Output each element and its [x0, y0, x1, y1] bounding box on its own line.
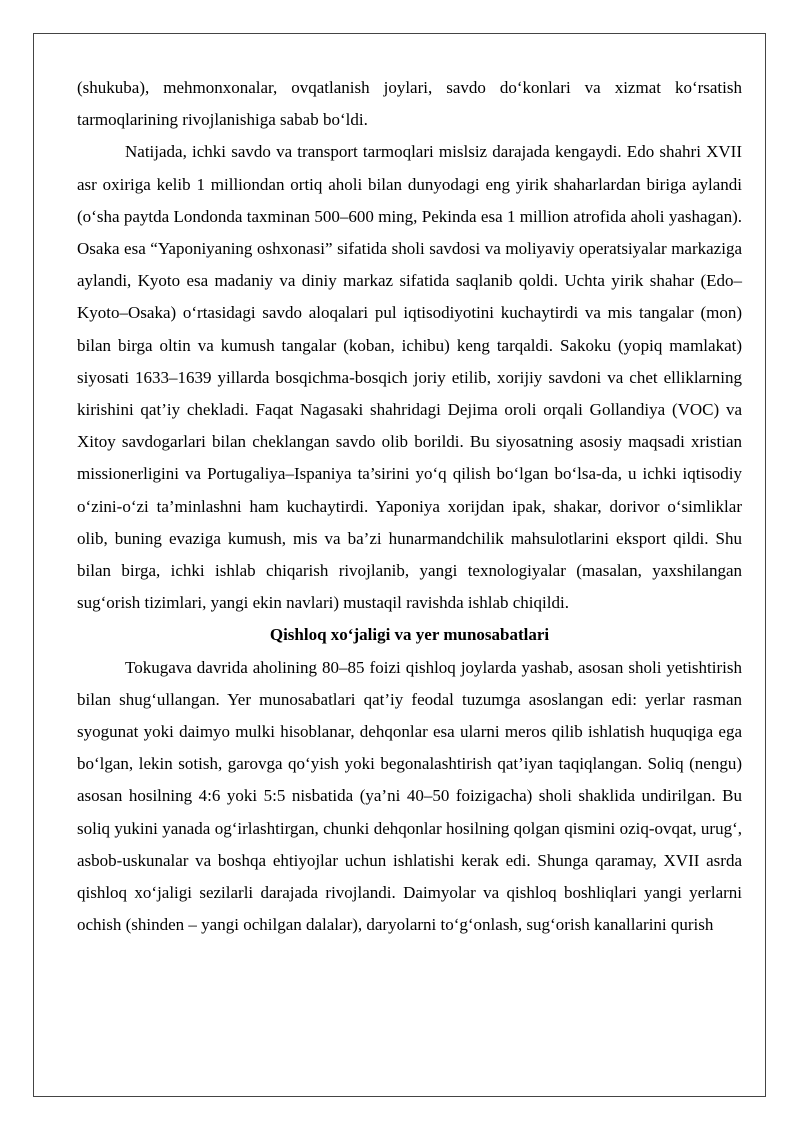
paragraph-agriculture: Tokugava davrida aholining 80–85 foizi qishloq joylarda yashab, asosan sholi yetishtirish bilan shug‘ullangan. Yer munosabatlari qat’iy feodal tuzumga asoslangan edi: yerlar rasman syogunat yoki daimyo mulki hisoblanar, dehqonlar esa ularni meros qilib ishlatish huquqiga ega bo‘lgan, lekin sotish, garovga qo‘yish yoki begonalashtirish qat’iyan taqiqlangan. Soliq (nengu) asosan hosilning 4:6 yoki 5:5 nisbatida (ya’ni 40–50 foizigacha) sholi shaklida undirilgan. Bu soliq yukini yanada og‘irlashtirgan, chunki dehqonlar hosilning qolgan qismini oziq-ovqat, urug‘, asbob-uskunalar va boshqa ehtiyojlar uchun ishlatishi kerak edi. Shunga qaramay, XVII asrda qishloq xo‘jaligi sezilarli darajada rivojlandi. Daimyolar va qishloq boshliqlari yangi yerlarni ochish (shinden – yangi ochilgan dalalar), daryolarni to‘g‘onlash, sug‘orish kanallarini qurish [77, 657, 742, 935]
paragraph-continuation: (shukuba), mehmonxonalar, ovqatlanish joylari, savdo do‘konlari va xizmat ko‘rsatish tarmoqlarining rivojlanishiga sabab bo‘ldi. [77, 78, 742, 130]
section-heading: Qishloq xo‘jaligi va yer munosabatlari [269, 625, 550, 645]
paragraph-trade-transport: Natijada, ichki savdo va transport tarmoqlari mislsiz darajada kengaydi. Edo shahri XVII asr oxiriga kelib 1 milliondan ortiq aholi bilan dunyodagi eng yirik shaharlardan biriga aylandi (o‘sha paytda Londonda taxminan 500–600 ming, Pekinda esa 1 million atrofida aholi yashagan). Osaka esa “Yaponiyaning oshxonasi” sifatida sholi savdosi va moliyaviy operatsiyalar markaziga aylandi, Kyoto esa madaniy va diniy markaz sifatida saqlanib qoldi. Uchta yirik shahar (Edo–Kyoto–Osaka) o‘rtasidagi savdo aloqalari pul iqtisodiyotini kuchaytirdi va mis tangalar (mon) bilan birga oltin va kumush tangalar (koban, ichibu) keng tarqaldi. Sakoku (yopiq mamlakat) siyosati 1633–1639 yillarda bosqichma-bosqich joriy etilib, xorijiy savdoni va chet elliklarning kirishini qat’iy chekladi. Faqat Nagasaki shahridagi Dejima oroli orqali Gollandiya (VOC) va Xitoy savdogarlari bilan cheklangan savdo olib borildi. Bu siyosatning asosiy maqsadi xristian missionerligini va Portugaliya–Ispaniya ta’sirini yo‘q qilish bo‘lgan bo‘lsa-da, u ichki iqtisodiy o‘zini-o‘zi ta’minlashni ham kuchaytirdi. Yaponiya xorijdan ipak, shakar, dorivor o‘simliklar olib, buning evaziga kumush, mis va ba’zi hunarmandchilik mahsulotlarini eksport qildi. Shu bilan birga, ichki ishlab chiqarish rivojlanib, yangi texnologiyalar (masalan, yaxshilangan sug‘orish tizimlari, yangi ekin navlari) mustaqil ravishda ishlab chiqildi. [77, 142, 742, 613]
document-body [77, 72, 742, 941]
